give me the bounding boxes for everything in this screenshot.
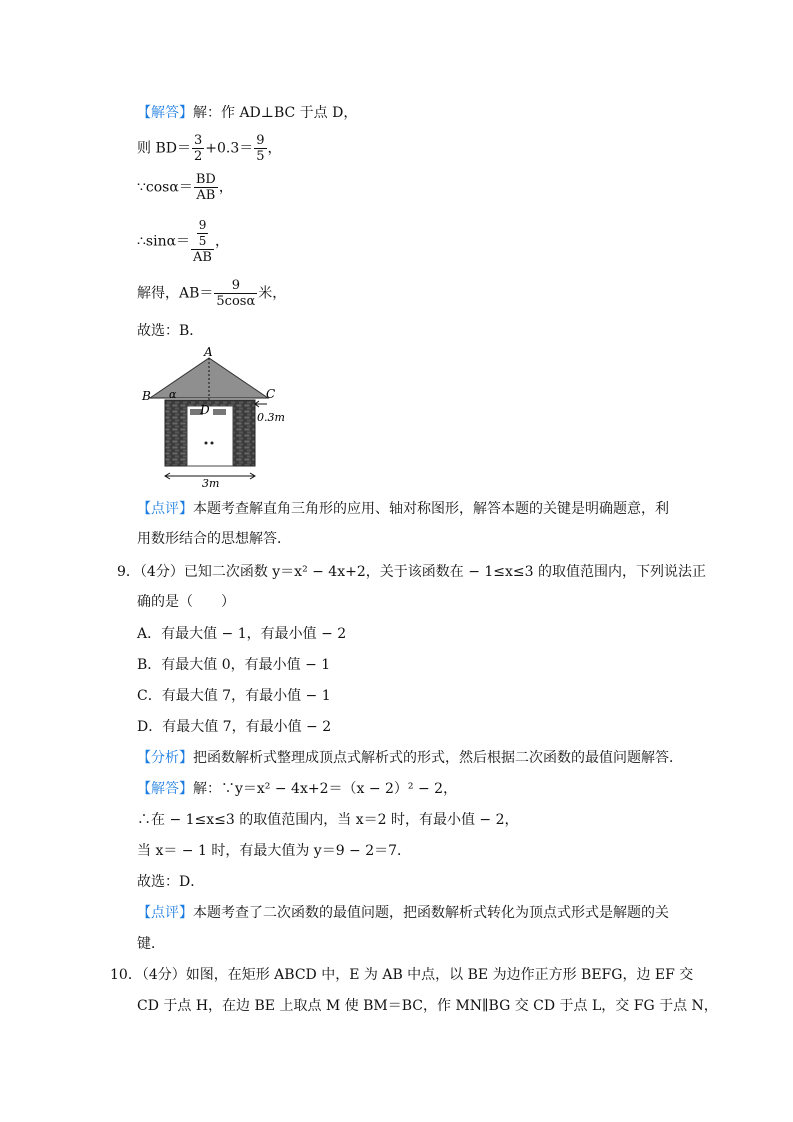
comment-tag: 【点评】 xyxy=(137,501,193,517)
solution-line-6: 故选：B． xyxy=(137,323,204,339)
option-c: C．有最大值 7，有最小值 − 1 xyxy=(137,688,331,704)
analysis-line: 【分析】把函数解析式整理成顶点式解析式的形式，然后根据二次函数的最值问题解答． xyxy=(137,750,683,766)
fraction: $\frac{9}{5\cos\alpha}$ xyxy=(216,278,256,309)
q9-solution-line-4: 故选：D． xyxy=(137,874,205,890)
comment-tag: 【点评】 xyxy=(137,905,193,921)
q9-comment-line-1: 【点评】本题考查了二次函数的最值问题，把函数解析式转化为顶点式形式是解题的关 xyxy=(137,905,669,921)
question-10-stem-2: CD 于点 H，在边 BE 上取点 M 使 BM＝BC，作 MN∥BG 交 CD 于点 L，交 FG 于点 N， xyxy=(137,998,718,1014)
label-B: B xyxy=(142,389,151,403)
solution-line-4: ∴sinα＝ $\frac{\frac{9}{5}}{AB}$ ， xyxy=(137,218,229,265)
question-9-stem-1: 9．（4分）已知二次函数 y＝x² − 4x+2，关于该函数在 − 1≤x≤3 的取值范围内，下列说法正 xyxy=(117,564,707,580)
q9-solution-line-2: ∴在 − 1≤x≤3 的取值范围内，当 x＝2 时，有最小值 − 2， xyxy=(137,812,519,828)
q9-solution-line-3: 当 x＝ − 1 时，有最大值为 y＝9 − 2＝7． xyxy=(137,843,412,859)
analysis-tag: 【分析】 xyxy=(137,750,193,766)
label-width: 3m xyxy=(202,477,220,490)
answer-tag: 【解答】 xyxy=(137,105,193,121)
option-d: D．有最大值 7，有最小值 − 2 xyxy=(137,719,332,735)
question-9-stem-2: 确的是（ ） xyxy=(137,594,235,610)
option-b: B．有最大值 0，有最小值 − 1 xyxy=(137,657,331,673)
house-figure xyxy=(140,344,290,490)
fraction: $\frac{9}{5}$ xyxy=(256,133,265,164)
label-A: A xyxy=(204,345,213,359)
comment-line-2: 用数形结合的思想解答． xyxy=(137,531,291,547)
label-D: D xyxy=(200,403,210,417)
solution-line-1: 【解答】解：作 AD⊥BC 于点 D， xyxy=(137,105,358,121)
label-alpha: α xyxy=(169,388,177,401)
label-C: C xyxy=(266,387,276,401)
q9-comment-line-2: 键． xyxy=(137,936,165,952)
solution-line-3: ∵cosα＝ $\frac{BD}{AB}$ ， xyxy=(137,172,233,203)
comment-line-1: 【点评】本题考查解直角三角形的应用、轴对称图形，解答本题的关键是明确题意，利 xyxy=(137,501,669,517)
fraction: $\frac{BD}{AB}$ xyxy=(195,172,216,203)
q9-solution-line-1: 【解答】解：∵y＝x² − 4x+2＝（x − 2）² − 2， xyxy=(137,781,458,797)
answer-tag: 【解答】 xyxy=(137,781,193,797)
solution-line-2: 则 BD＝ $\frac{3}{2}$ +0.3＝ $\frac{9}{5}$ ， xyxy=(137,133,282,164)
option-a: A．有最大值 − 1，有最小值 − 2 xyxy=(137,626,347,642)
solution-line-5: 解得，AB＝ $\frac{9}{5\cos\alpha}$ 米， xyxy=(137,278,287,309)
question-10-stem-1: 10．（4分）如图，在矩形 ABCD 中，E 为 AB 中点，以 BE 为边作正方形 BEFG，边 EF 交 xyxy=(110,967,694,983)
compound-fraction: $\frac{\frac{9}{5}}{AB}$ xyxy=(193,218,212,265)
label-height: 0.3m xyxy=(257,411,285,424)
fraction: $\frac{3}{2}$ xyxy=(193,133,203,164)
